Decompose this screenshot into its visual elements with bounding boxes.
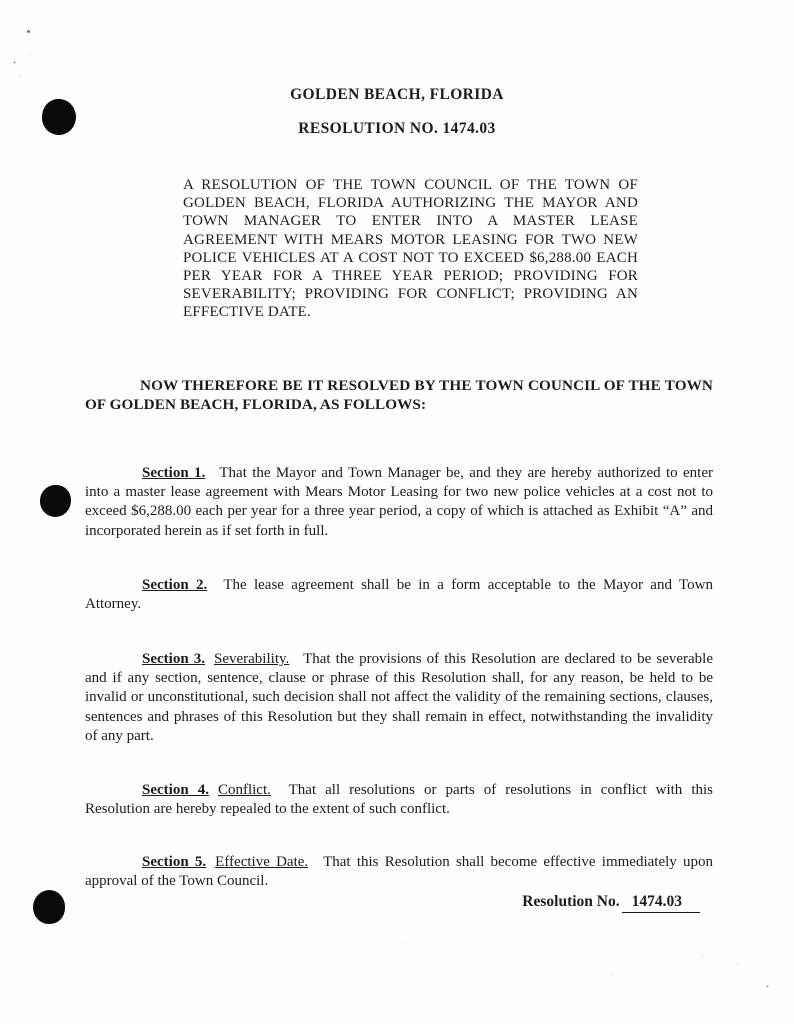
footer-resolution-label: Resolution No. — [522, 893, 620, 910]
section-5-label: Section 5. — [142, 854, 207, 870]
scan-noise-specks — [27, 30, 30, 33]
section-3-sublabel: Severability. — [214, 651, 290, 667]
section-5-paragraph — [85, 853, 713, 891]
resolution-preamble: A RESOLUTION OF THE TOWN COUNCIL OF THE TOWN OF GOLDEN BEACH, FLORIDA AUTHORIZING THE MAYOR AND TOWN MANAGER TO ENTER INTO A MASTER LEASE AGREEMENT WITH MEARS MOTOR LEASING FOR TWO NEW POLICE VEHICLES AT A COST NOT TO EXCEED $6,288.00 EACH PER YEAR FOR A THREE YEAR PERIOD; PROVIDING FOR SEVERABILITY; PROVIDING FOR CONFLICT; PROVIDING AN EFFECTIVE DATE. — [183, 177, 638, 321]
document-title: GOLDEN BEACH, FLORIDA — [290, 86, 504, 103]
section-2-label: Section 2. — [142, 577, 208, 593]
section-2-body: The lease agreement shall be in a form acceptable to the Mayor and Town Attorney. — [85, 577, 713, 613]
section-5-body: That this Resolution shall become effective immediately upon approval of the Town Council. — [85, 854, 714, 890]
footer-resolution-number — [85, 893, 700, 913]
footer-resolution-value: 1474.03 — [622, 893, 700, 913]
hole-punch-mark-middle — [40, 485, 71, 517]
section-4-sublabel: Conflict. — [217, 782, 271, 798]
section-3-body: That the provisions of this Resolution are declared to be severable and if any section, sentence, clause or phrase of this Resolution shall, for any reason, be held to be invalid or unconstitutional, such decision shall not affect the validity of the remaining sections, clauses, sentences and phrases of this Resolution but they shall remain in effect, notwithstanding the invalidity of any part. — [85, 651, 713, 744]
section-1-body: That the Mayor and Town Manager be, and they are hereby authorized to enter into a master lease agreement with Mears Motor Leasing for two new police vehicles at a cost not to exceed $6,288.00 each per year for a three year period, a copy of which is attached as Exhibit “A” and incorporated herein as if set forth in full. — [85, 465, 713, 539]
section-1-paragraph — [85, 464, 713, 541]
section-3-paragraph — [85, 650, 713, 746]
section-4-label: Section 4. — [142, 782, 209, 798]
resolution-number-heading: RESOLUTION NO. 1474.03 — [298, 120, 496, 137]
hole-punch-mark-bottom — [33, 890, 65, 924]
enacting-clause: NOW THEREFORE BE IT RESOLVED BY THE TOWN COUNCIL OF THE TOWN OF GOLDEN BEACH, FLORIDA, AS FOLLOWS: — [85, 377, 713, 413]
section-4-body: That all resolutions or parts of resolutions in conflict with this Resolution are hereby repealed to the extent of such conflict. — [85, 782, 714, 818]
section-2-paragraph — [85, 576, 713, 614]
section-5-sublabel: Effective Date. — [215, 854, 309, 870]
section-1-label: Section 1. — [142, 465, 206, 481]
section-3-label: Section 3. — [142, 651, 205, 667]
section-4-paragraph — [85, 781, 713, 819]
